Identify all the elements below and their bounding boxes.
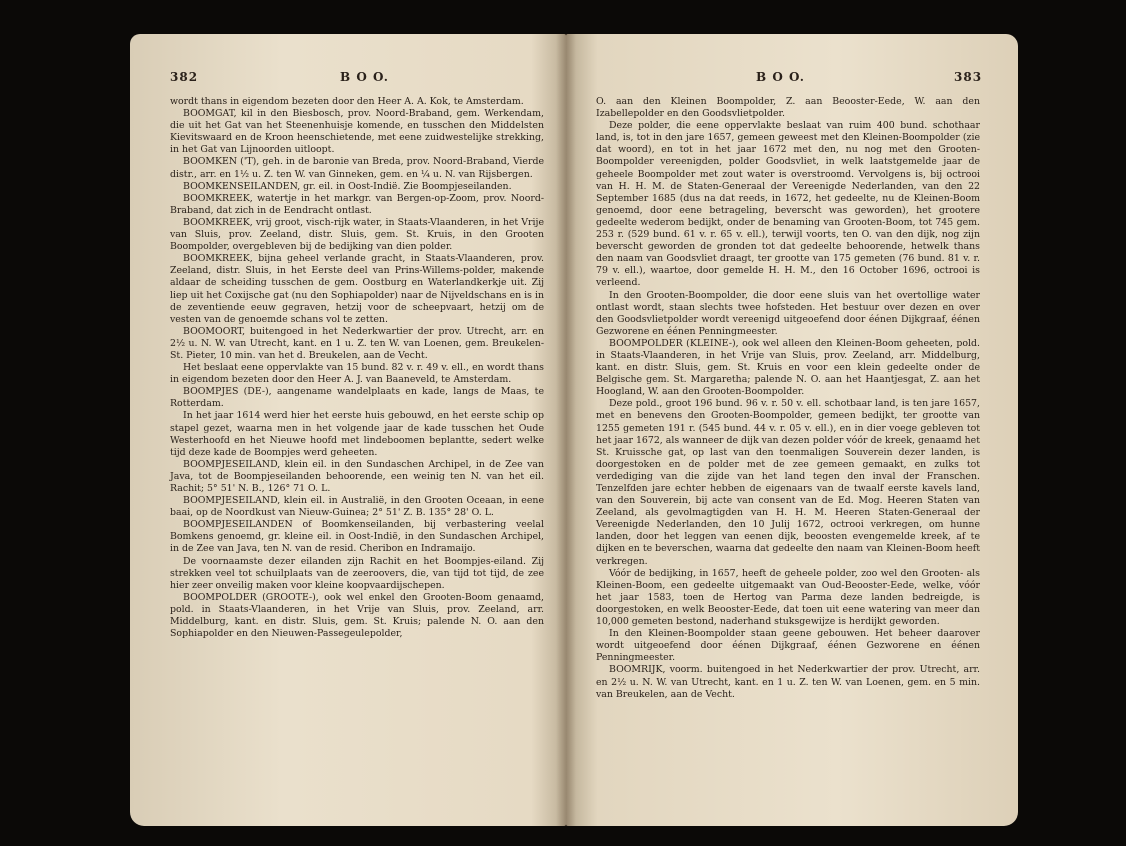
book-gutter — [556, 34, 576, 826]
paragraph: BOOMKEN ('T), geh. in de baronie van Breda, prov. Noord-Braband, Vierde distr., arr. en 1½ u. Z. ten W. van Ginneken, gem. en ¼ u. N. van Rijsbergen. — [170, 156, 544, 180]
left-column — [170, 96, 544, 640]
paragraph: Het beslaat eene oppervlakte van 15 bund. 82 v. r. 49 v. ell., en wordt thans in eigendom bezeten door den Heer A. J. van Baaneveld, te Amsterdam. — [170, 362, 544, 386]
paragraph: BOOMOORT, buitengoed in het Nederkwartier der prov. Utrecht, arr. en 2½ u. N. W. van Utrecht, kant. en 1 u. Z. ten W. van Loenen, gem. Breukelen-St. Pieter, 10 min. van het d. Breukelen, aan de Vecht. — [170, 325, 544, 361]
paragraph: BOOMKREEK, bijna geheel verlande gracht, in Staats-Vlaanderen, prov. Zeeland, distr. Sluis, in het Eerste deel van Prins-Willems-polder, makende aldaar de scheiding tusschen de gem. Oostburg en Waterlandkerkje uit. Zij liep uit het Coxijsche gat (nu den Sophiapolder) naar de Nijveldschans en is in de zeventiende eeuw gegraven, hetzij voor de scheepvaart, hetzij om de vesten van de genoemde schans vol te zetten. — [170, 253, 544, 325]
paragraph: BOOMPJES (DE-), aangename wandelplaats en kade, langs de Maas, te Rotterdam. — [170, 386, 544, 410]
paragraph: De voornaamste dezer eilanden zijn Rachit en het Boompjes-eiland. Zij strekken veel tot schuilplaats van de zeeroovers, die, van tijd tot tijd, de zee hier zeer onveilig maken voor kleine koopvaardijschepen. — [170, 555, 544, 591]
paragraph: BOOMPJESEILAND, klein eil. in den Sundaschen Archipel, in de Zee van Java, tot de Boompjeseilanden behoorende, een weinig ten N. van het eil. Rachit; 5° 51' N. B., 126° 71 O. L. — [170, 458, 544, 494]
paragraph: BOOMKENSEILANDEN, gr. eil. in Oost-Indië. Zie Boompjeseilanden. — [183, 180, 512, 192]
right-page — [566, 34, 1018, 826]
paragraph: Vóór de bedijking, in 1657, heeft de geheele polder, zoo wel den Grooten- als Kleinen-Boom, een gedeelte uitgemaakt van Oud-Beooster-Eede, welke, vóór het jaar 1583, toen de Hertog van Parma deze landen bedreigde, is doorgestoken, en welk Beooster-Eede, dat toen uit eene watering van meer dan 10,000 gemeten bestond, naderhand stuksgewijze is herdijkt geworden. — [596, 567, 980, 628]
paragraph: BOOMGAT, kil in den Biesbosch, prov. Noord-Braband, gem. Werkendam, die uit het Gat van het Steenenhuisje komende, en tusschen den Middelsten Kievitswaard en de Kroon heenschietende, met eene zuidwestelijke strekking, in het Gat van Lijnoorden uitloopt. — [170, 108, 544, 156]
paragraph: BOOMPJESEILAND, klein eil. in Australië, in den Grooten Oceaan, in eene baai, op de Noordkust van Nieuw-Guinea; 2° 51' Z. B. 135° 28' O. L. — [170, 495, 544, 519]
running-head: B O O. — [340, 70, 389, 84]
page-number: 383 — [954, 70, 983, 84]
right-column — [596, 96, 980, 701]
left-page — [130, 34, 566, 826]
paragraph: Deze polder, die eene oppervlakte beslaat van ruim 400 bund. schothaar land, is, tot in den jare 1657, gemeen geweest met den Kleinen-Boompolder (zie dat woord), en tot in het jaar 1672 met den, nu nog met den Grooten-Boompolder vereenigden, polder Goodsvliet, in welk laatstgemelde jaar de geheele Boompolder met zout water is overstroomd. Vervolgens is, bij octrooi van H. H. M. de Staten-Generaal der Vereenigde Nederlanden, van den 22 September 1685 (dus na dat reeds, in 1672, het gedeelte, nu de Kleinen-Boom genoemd, door eene betrageling, beverscht was geworden), het grootere gedeelte wederom bedijkt, onder de benaming van Grooten-Boom, tot 745 gem. 253 r. (529 bund. 61 v. r. 65 v. ell.), terwijl voorts, ten O. van den dijk, nog zijn beverscht geworden de gronden tot dat gedeelte behoorende, hetwelk thans den naam van Goodsvliet draagt, ter grootte van 175 gemeten (76 bund. 81 v. r. 79 v. ell.), waartoe, door gemelde H. H. M., den 16 October 1696, octrooi is verleend. — [596, 120, 980, 289]
paragraph: BOOMRIJK, voorm. buitengoed in het Nederkwartier der prov. Utrecht, arr. en 2½ u. N. W. van Utrecht, kant. en 1 u. Z. ten W. van Loenen, gem. en 5 min. van Breukelen, aan de Vecht. — [596, 664, 980, 700]
paragraph: In den Kleinen-Boompolder staan geene gebouwen. Het beheer daarover wordt uitgeoefend door éénen Dijkgraaf, éénen Gezworene en éénen Penningmeester. — [596, 628, 980, 664]
paragraph: BOOMPJESEILANDEN of Boomkenseilanden, bij verbastering veelal Bomkens genoemd, gr. kleine eil. in Oost-Indië, in den Sundaschen Archipel, in de Zee van Java, ten N. van de resid. Cheribon en Indramaijo. — [170, 519, 544, 555]
paragraph: BOOMKREEK, vrij groot, visch-rijk water, in Staats-Vlaanderen, in het Vrije van Sluis, prov. Zeeland, distr. Sluis, gem. St. Kruis, in den Grooten Boompolder, overgebleven bij de bedijking van dien polder. — [170, 216, 544, 253]
paragraph: BOOMPOLDER (GROOTE-), ook wel enkel den Grooten-Boom genaamd, pold. in Staats-Vlaanderen, in het Vrije van Sluis, prov. Zeeland, arr. Middelburg, kant. en distr. Sluis, gem. St. Kruis; palende N. O. aan den Sophiapolder en den Nieuwen-Passegeulepolder, — [170, 591, 544, 640]
paragraph: In den Grooten-Boompolder, die door eene sluis van het overtollige water ontlast wordt, staan slechts twee hofsteden. Het bestuur over dezen en over den Goodsvlietpolder wordt vereenigd uitgeoefend door éénen Dijkgraaf, éénen Gezworene en éénen Penningmeester. — [596, 289, 980, 337]
paragraph: BOOMPOLDER (KLEINE-), ook wel alleen den Kleinen-Boom geheeten, pold. in Staats-Vlaanderen, in het Vrije van Sluis, prov. Zeeland, arr. Middelburg, kant. en distr. Sluis, gem. St. Kruis en voor een klein gedeelte onder de Belgische gem. St. Margaretha; palende N. O. aan het Haantjesgat, Z. aan het Hoogland, W. aan den Grooten-Boompolder. — [596, 337, 980, 398]
page-number: 382 — [170, 70, 199, 84]
paragraph: In het jaar 1614 werd hier het eerste huis gebouwd, en het eerste schip op stapel gezet, waarna men in het volgende jaar de kade tusschen het Oude Westerhoofd en het Nieuwe hoofd met lindeboomen beplantte, sedert welke tijd deze kade de Boompjes werd geheeten. — [170, 410, 544, 458]
paragraph: BOOMKREEK, watertje in het markgr. van Bergen-op-Zoom, prov. Noord-Braband, dat zich in de Eendracht ontlast. — [170, 192, 544, 216]
paragraph: Deze pold., groot 196 bund. 96 v. r. 50 v. ell. schotbaar land, is ten jare 1657, met en benevens den Grooten-Boompolder, gemeen bedijkt, ter grootte van 1255 gemeten 191 r. (545 bund. 44 v. r. 05 v. ell.), en in dier voege gebleven tot het jaar 1672, als wanneer de dijk van dezen polder vóór de kreek, genaamd het St. Kruissche gat, op last van den toenmaligen Souverein dezer landen, is doorgestoken en de polder met de zee gemeen gemaakt, en zulks tot verdediging van die zijde van het land tegen den inval der Franschen. Tenzelfden jare echter hebben de eigenaars van de twaalf eerste kavels land, van den Souverein, bij acte van consent van de Ed. Mog. Heeren Staten van Zeeland, als gevolmagtigden van H. H. M. Heeren Staten-Generaal der Vereenigde Nederlanden, den 10 Julij 1672, octrooi verkregen, om hunne landen, door het leggen van eenen dijk, beoosten evengemelde kreek, af te dijken en te beverschen, waarna dat gedeelte den naam van Kleinen-Boom heeft verkregen. — [596, 398, 980, 567]
running-head: B O O. — [756, 70, 805, 84]
paragraph: wordt thans in eigendom bezeten door den Heer A. A. Kok, te Amsterdam. — [170, 96, 524, 107]
paragraph: O. aan den Kleinen Boompolder, Z. aan Beooster-Eede, W. aan den Izabellepolder en den Goodsvlietpolder. — [596, 96, 980, 120]
